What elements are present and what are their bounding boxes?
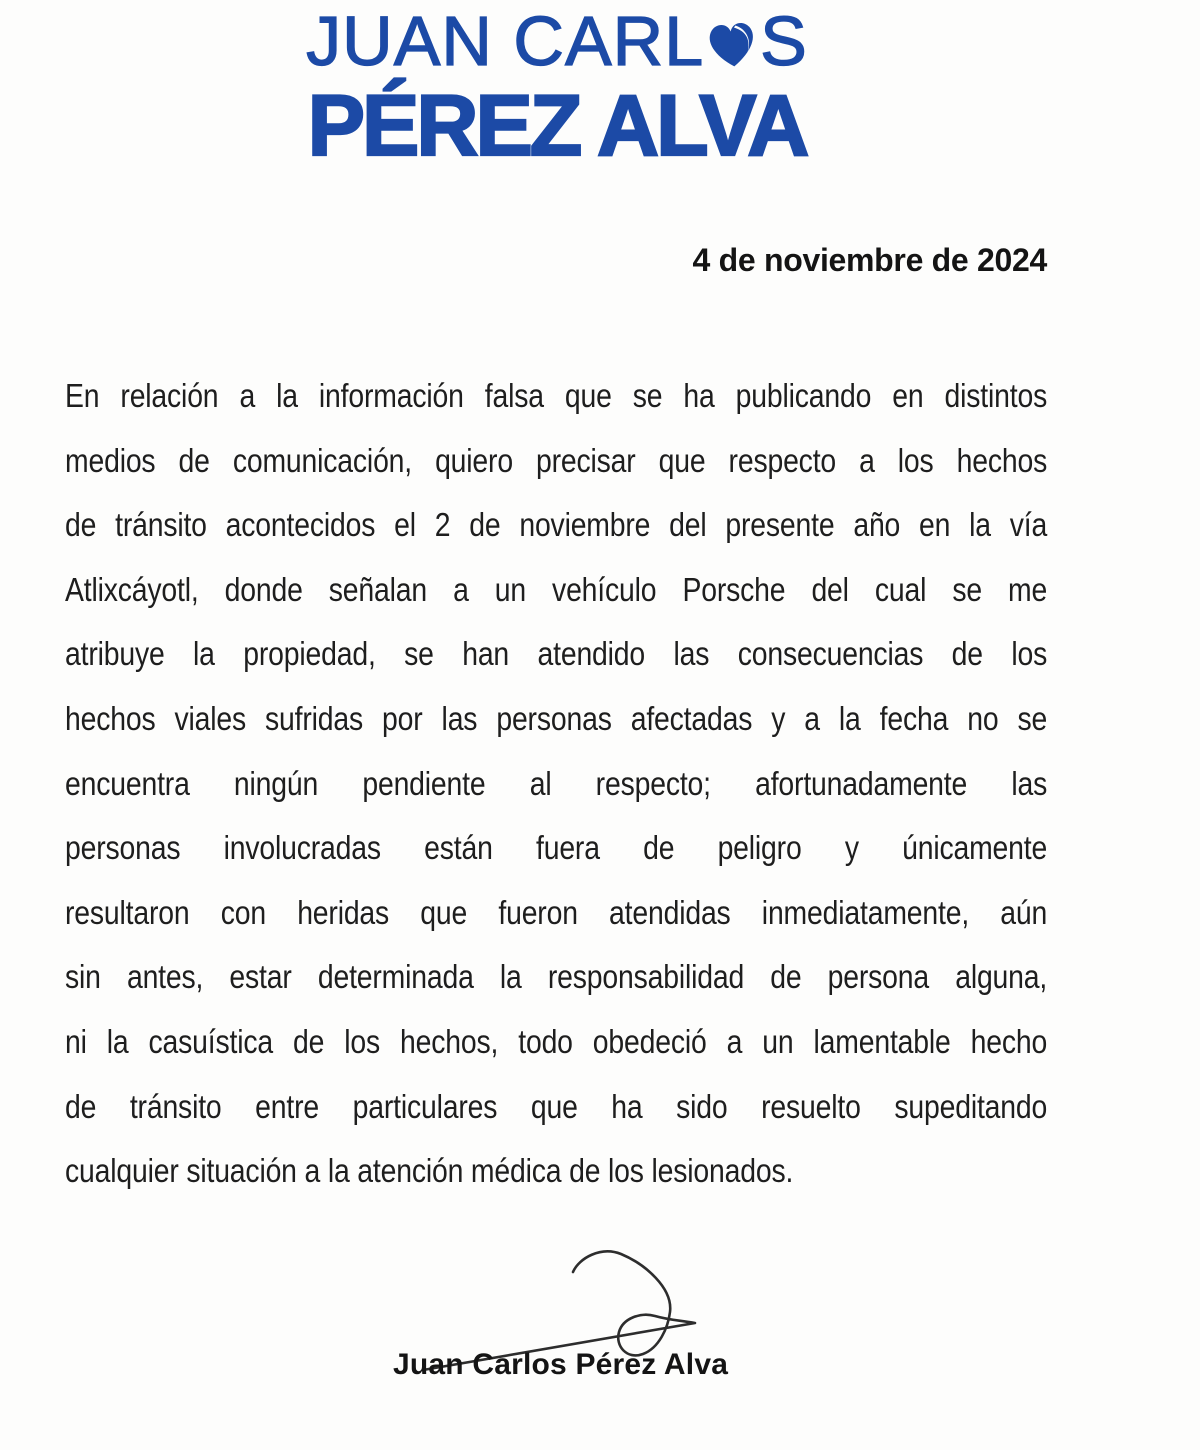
body-line: personas involucradas están fuera de peligro y únicamente bbox=[65, 829, 1048, 867]
body-line: hechos viales sufridas por las personas afectadas y a la fecha no se bbox=[65, 699, 1048, 737]
logo bbox=[0, 2, 1114, 174]
logo-line2: PÉREZ ALVA bbox=[307, 78, 807, 174]
body-line: Atlixcáyotl, donde señalan a un vehículo Porsche del cual se me bbox=[65, 570, 1048, 608]
logo-line1-left: JUAN CARL bbox=[306, 2, 705, 80]
body-line: sin antes, estar determinada la responsabilidad de persona alguna, bbox=[65, 958, 1048, 996]
body-line: cualquier situación a la atención médica de los lesionados. bbox=[65, 1152, 794, 1190]
body-line: En relación a la información falsa que se ha publicando en distintos bbox=[65, 377, 1048, 414]
body-line: ni la casuística de los hechos, todo obedeció a un lamentable hecho bbox=[65, 1022, 1048, 1060]
body-line: de tránsito entre particulares que ha sido resuelto supeditando bbox=[65, 1087, 1048, 1125]
body-line: de tránsito acontecidos el 2 de noviembre del presente año en la vía bbox=[65, 506, 1048, 544]
logo-line1 bbox=[0, 2, 1114, 80]
signatory-name: Juan Carlos Pérez Alva bbox=[393, 1348, 729, 1381]
body-line: atribuye la propiedad, se han atendido las consecuencias de los bbox=[65, 635, 1048, 673]
body-line: resultaron con heridas que fueron atendidas inmediatamente, aún bbox=[65, 893, 1048, 931]
logo-line1-right: S bbox=[760, 2, 808, 80]
heart-icon bbox=[703, 15, 762, 72]
body-line: encuentra ningún pendiente al respecto; afortunadamente las bbox=[65, 764, 1048, 802]
date-line: 4 de noviembre de 2024 bbox=[692, 242, 1047, 278]
letter-body bbox=[65, 364, 1047, 1204]
body-line: medios de comunicación, quiero precisar que respecto a los hechos bbox=[65, 441, 1048, 479]
